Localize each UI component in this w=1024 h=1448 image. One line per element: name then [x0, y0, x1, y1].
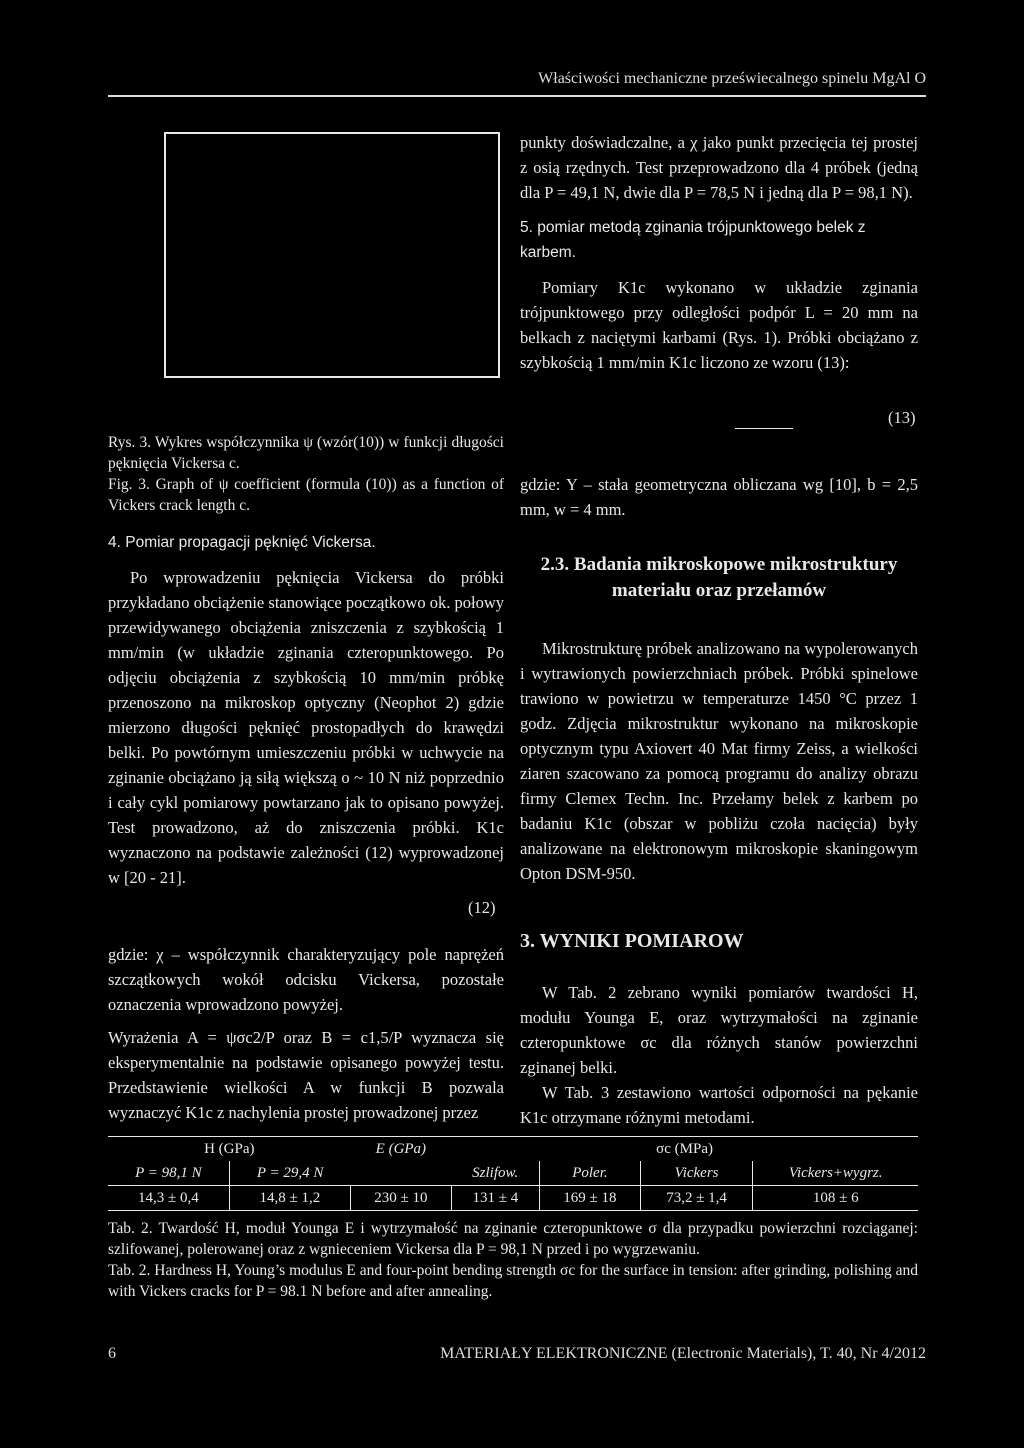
table-subheader: Poler.	[540, 1161, 641, 1186]
section-2-3-paragraph: Mikrostrukturę próbek analizowano na wypolerowanych i wytrawionych powierzchniach próbek. Próbki spinelowe trawiono w powietrzu w temperaturze 1450 °C przez 1 godz. Zdjęcia mikrostruktur wykonano na mikroskopie optycznym typu Axiovert 40 Mat firmy Zeiss, a wielkości ziaren szacowano za pomocą programu do analizy obrazu firmy Clemex Techn. Inc. Przełamy belek z karbem po badaniu K1c (obszar w pobliżu czoła nacięcia) były analizowane na elektronowym mikroskopie skaningowym Opton DSM-950.	[520, 639, 918, 883]
left-column-lower	[108, 942, 504, 1125]
section-2-3-title: 2.3. Badania mikroskopowe mikrostruktury materiału oraz przełamów	[540, 554, 898, 601]
table-subheader: Szlifow.	[472, 1164, 519, 1181]
table-cell: 14,8 ± 1,2	[229, 1186, 350, 1211]
header-rule	[108, 95, 926, 97]
table-2	[108, 1136, 918, 1211]
table-subheader: P = 98,1 N	[135, 1164, 202, 1181]
table-caption-pl: Tab. 2. Twardość H, moduł Younga E i wytrzymałość na zginanie czteropunktowe σ dla przypadku powierzchni rozciąganej: szlifowanej, polerowanej oraz z wgnieceniem Vickersa dla P = 98,1 N przed i po wygrzewaniu.	[108, 1220, 918, 1258]
table-cell: 73,2 ± 1,4	[640, 1186, 753, 1211]
table-header-modulus: E (GPa)	[375, 1140, 427, 1157]
table-cell: 14,3 ± 0,4	[138, 1189, 199, 1206]
table-cell: 169 ± 18	[540, 1186, 641, 1211]
right-column-section-3	[520, 980, 918, 1130]
expressions-paragraph: Wyrażenia A = ψσc2/P oraz B = c1,5/P wyznacza się eksperymentalnie na podstawie opisanego powyżej testu. Przedstawienie wielkości A w funkcji B pozwala wyznaczyć K1c z nachylenia prostej prowadzonej przez	[108, 1028, 504, 1122]
right-column-middle	[520, 472, 918, 522]
left-column	[108, 530, 504, 890]
page-number: 6	[108, 1345, 116, 1362]
figure-caption-pl: Rys. 3. Wykres współczynnika ψ (wzór(10)) w funkcji długości pęknięcia Vickersa c.	[108, 434, 504, 472]
equation-13-fraction-line	[735, 428, 793, 429]
table-2-caption	[108, 1218, 918, 1302]
table-cell: 230 ± 10	[351, 1186, 452, 1211]
section-3-title: 3. WYNIKI POMIAROW	[520, 930, 744, 952]
table-caption-en: Tab. 2. Hardness H, Young’s modulus E and four-point bending strength σc for the surface in tension: after grinding, polishing and with Vickers cracks for P = 98.1 N before and after annealing.	[108, 1262, 918, 1300]
equation-12-where: gdzie: χ – współczynnik charakteryzujący pole naprężeń szczątkowych wokół odcisku Vickersa, pozostałe oznaczenia wprowadzono powyżej.	[108, 945, 504, 1014]
table-subheader: Vickers	[640, 1161, 753, 1186]
figure-caption-en: Fig. 3. Graph of ψ coefficient (formula (10)) as a function of Vickers crack length c.	[108, 476, 504, 514]
right-column-section-2-3	[520, 636, 918, 886]
section-4-title: 4. Pomiar propagacji pęknięć Vickersa.	[108, 534, 376, 551]
equation-13-number: (13)	[888, 408, 916, 427]
figure-caption	[108, 432, 504, 516]
journal-footer: MATERIAŁY ELEKTRONICZNE (Electronic Materials), T. 40, Nr 4/2012	[440, 1345, 926, 1362]
section-5-title: 5. pomiar metodą zginania trójpunktowego belek z karbem.	[520, 219, 866, 261]
table-header-hardness: H (GPa)	[204, 1140, 255, 1157]
table-subheader: P = 29,4 N	[229, 1161, 350, 1186]
running-header: Właściwości mechaniczne przeświecalnego spinelu MgAl O	[538, 70, 926, 87]
figure-3-frame	[164, 132, 500, 378]
section-5-paragraph: Pomiary K1c wykonano w układzie zginania trójpunktowego przy odległości podpór L = 20 mm na belkach z naciętymi karbami (Rys. 1). Próbki obciążano z szybkością 1 mm/min K1c liczono ze wzoru (13):	[520, 278, 918, 372]
right-column-top	[520, 130, 918, 375]
equation-12-number: (12)	[468, 898, 496, 917]
table-header-strength: σc (MPa)	[656, 1140, 713, 1157]
table-subheader: Vickers+wygrz.	[753, 1161, 918, 1186]
table-subheader	[351, 1161, 452, 1186]
section-4-paragraph: Po wprowadzeniu pęknięcia Vickersa do próbki przykładano obciążenie stanowiące początkowo ok. połowy przewidywanego obciążenia zniszczenia z szybkością 1 mm/min (w układzie zginania czteropunktowego. Po odjęciu obciążenia z szybkością 10 mm/min próbkę przenoszono na mikroskop optyczny (Neophot 2) gdzie mierzono długości pęknięć prostopadłych do krawędzi belki. Po powtórnym umieszczeniu próbki w uchwycie na zginanie obciążano ją siłą większą o ~ 10 N niż poprzednio i cały cykl pomiarowy powtarzano jak to opisano powyżej. Test prowadzono, aż do zniszczenia próbki. K1c wyznaczono na podstawie zależności (12) wyprowadzonej w [20 - 21].	[108, 568, 504, 887]
table-cell: 131 ± 4	[451, 1186, 539, 1211]
section-3-paragraph-2: W Tab. 3 zestawiono wartości odporności na pękanie K1c otrzymane różnymi metodami.	[520, 1083, 918, 1127]
equation-13-where: gdzie: Y – stała geometryczna obliczana wg [10], b = 2,5 mm, w = 4 mm.	[520, 475, 918, 519]
continuation-paragraph: punkty doświadczalne, a χ jako punkt przecięcia tej prostej z osią rzędnych. Test przeprowadzono dla 4 próbek (jedną dla P = 49,1 N, dwie dla P = 78,5 N i jedną dla P = 98,1 N).	[520, 133, 918, 202]
table-cell: 108 ± 6	[753, 1186, 918, 1211]
section-3-paragraph-1: W Tab. 2 zebrano wyniki pomiarów twardości H, modułu Younga E, oraz wytrzymałości na zginanie czteropunktowe σc dla różnych stanów powierzchni zginanej belki.	[520, 983, 918, 1077]
